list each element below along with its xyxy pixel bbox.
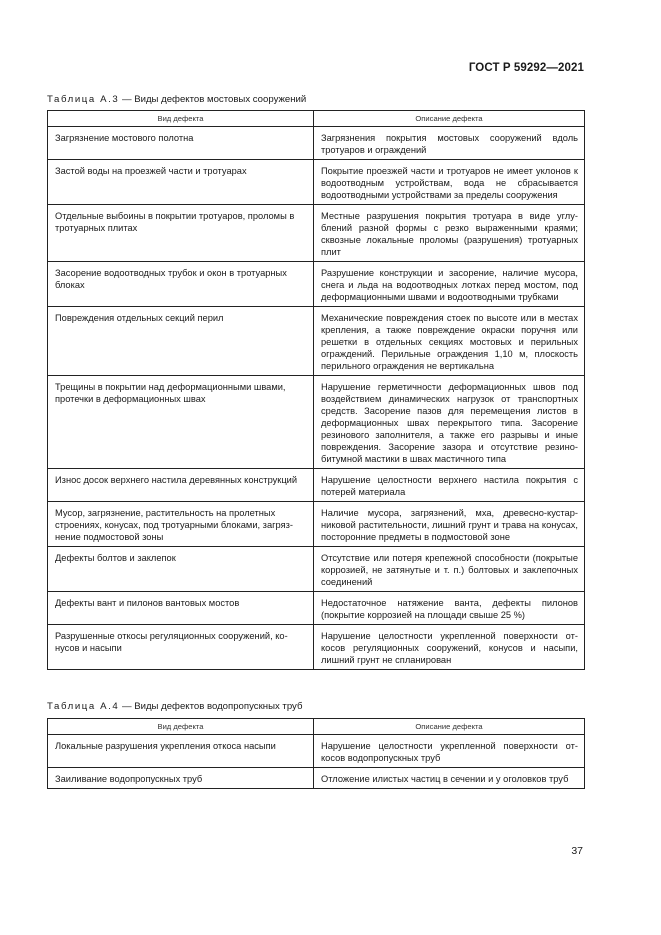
table-row	[48, 547, 585, 592]
defect-kind: Повреждения отдельных секций перил	[48, 307, 314, 376]
defect-kind: Загрязнение мостового полотна	[48, 127, 314, 160]
defect-description: Загрязнения покрытия мостовых сооружений вдоль тротуаров и ограждений	[314, 127, 585, 160]
table-row	[48, 502, 585, 547]
table-a3-caption-label: Таблица А.3	[47, 94, 120, 105]
table-row	[48, 592, 585, 625]
table-a4-caption-text: — Виды дефектов водопропускных труб	[119, 701, 303, 712]
defect-kind: Износ досок верхнего настила деревянных конструкций	[48, 469, 314, 502]
column-header-kind: Вид дефекта	[48, 111, 314, 127]
defect-kind: Дефекты вант и пилонов вантовых мостов	[48, 592, 314, 625]
defect-kind: Мусор, загрязнение, растительность на пролетных строениях, конусах, под тротуарными блоками, загрязнение подмостовой зоны	[48, 502, 314, 547]
defect-description: Нарушение целостности укрепленной поверхности откосов регуляционных сооружений, конусов и насыпи, лишний грунт не спланирован	[314, 625, 585, 670]
table-header-row	[48, 111, 585, 127]
table-row	[48, 469, 585, 502]
table-row	[48, 307, 585, 376]
defect-description: Местные разрушения покрытия тротуара в виде углублений разной формы с резко выраженными краями; сквозные локальные проломы (разрушения) тротуарных плит	[314, 205, 585, 262]
table-a3-caption-text: — Виды дефектов мостовых сооружений	[119, 94, 307, 105]
defect-description: Отсутствие или потеря крепежной способности (покрытые коррозией, не затянутые и т. п.) болтовых и заклепочных соединений	[314, 547, 585, 592]
defect-description: Нарушение целостности верхнего настила покрытия с потерей материала	[314, 469, 585, 502]
table-row	[48, 625, 585, 670]
table-row	[48, 735, 585, 768]
defect-kind: Трещины в покрытии над деформационными швами, протечки в деформационных швах	[48, 376, 314, 469]
table-row	[48, 262, 585, 307]
defect-kind: Отдельные выбоины в покрытии тротуаров, проломы в тротуарных плитах	[48, 205, 314, 262]
table-a3	[47, 110, 585, 670]
column-header-description: Описание дефекта	[314, 111, 585, 127]
table-a4-caption	[47, 701, 302, 712]
table-row	[48, 160, 585, 205]
table-row	[48, 205, 585, 262]
table-a3-caption	[47, 94, 306, 105]
defect-kind: Засорение водоотводных трубок и окон в тротуарных блоках	[48, 262, 314, 307]
table-header-row	[48, 719, 585, 735]
defect-description: Нарушение целостности укрепленной поверхности откосов водопропускных труб	[314, 735, 585, 768]
table-a4	[47, 718, 585, 789]
defect-description: Недостаточное натяжение ванта, дефекты пилонов (покрытие коррозией на площади свыше 25 %)	[314, 592, 585, 625]
defect-description: Механические повреждения стоек по высоте или в местах крепления, а также повреждение окраски поручня или решетки в отдельных секциях мостовых и перильных ограждений. Перильные ограждения 1,10 м, плоскость перильного ограждения не вертикальна	[314, 307, 585, 376]
table-row	[48, 768, 585, 789]
defect-kind: Дефекты болтов и заклепок	[48, 547, 314, 592]
column-header-description: Описание дефекта	[314, 719, 585, 735]
defect-description: Нарушение герметичности деформационных швов под воздействием динамических нагрузок от транспортных средств. Засорение пазов для перемещения листов в деформационных швах перекрытого типа. Засорение резинового заполнителя, а также его разрывы и иные повреждения. Засорение зазора и отсутствие резинобитумной мастики в швах мастичного типа	[314, 376, 585, 469]
defect-description: Разрушение конструкции и засорение, наличие мусора, снега и льда на водоотводных лотках перед мостом, под деформационными швами и водоотводными трубками	[314, 262, 585, 307]
defect-kind: Застой воды на проезжей части и тротуарах	[48, 160, 314, 205]
defect-description: Отложение илистых частиц в сечении и у оголовков труб	[314, 768, 585, 789]
table-row	[48, 127, 585, 160]
page-number: 37	[571, 845, 583, 857]
table-a4-caption-label: Таблица А.4	[47, 701, 120, 712]
defect-kind: Разрушенные откосы регуляционных сооружений, конусов и насыпи	[48, 625, 314, 670]
column-header-kind: Вид дефекта	[48, 719, 314, 735]
document-code: ГОСТ Р 59292—2021	[468, 62, 584, 74]
defect-kind: Заиливание водопропускных труб	[48, 768, 314, 789]
defect-kind: Локальные разрушения укрепления откоса насыпи	[48, 735, 314, 768]
defect-description: Покрытие проезжей части и тротуаров не имеет уклонов к водоотводным устройствам, вода не сбрасывается водоотводными устройствами за пределы сооружения	[314, 160, 585, 205]
defect-description: Наличие мусора, загрязнений, мха, древесно-кустарниковой растительности, лишний грунт и трава на конусах, посторонние предметы в подмостовой зоне	[314, 502, 585, 547]
table-row	[48, 376, 585, 469]
